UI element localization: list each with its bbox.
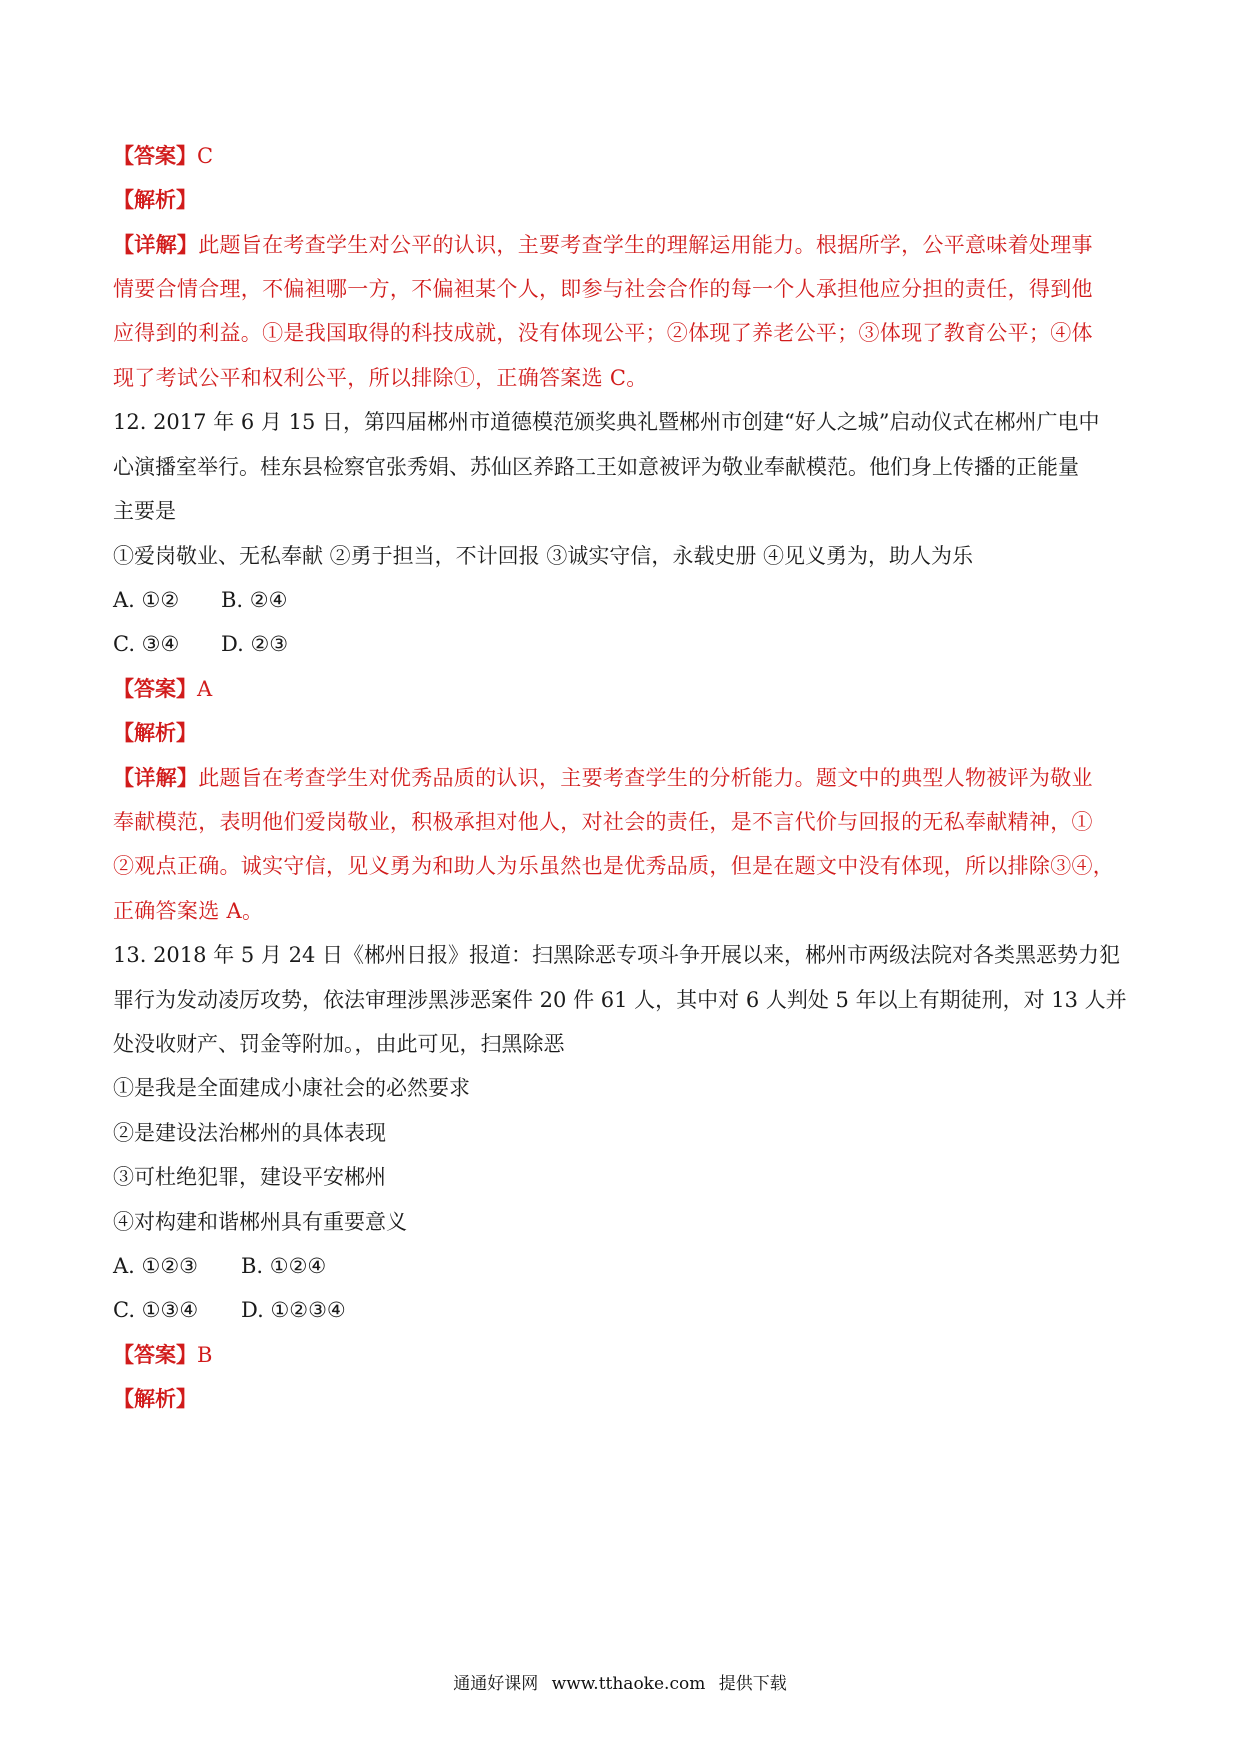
- q13-stem-line-3: 处没收财产、罚金等附加。，由此可见，扫黑除恶: [113, 1032, 565, 1056]
- q12-stem-line-3: 主要是: [113, 499, 176, 523]
- q12-options-row-1: [113, 586, 1133, 614]
- page-footer: [0, 1672, 1240, 1696]
- detail-label: 【详解】: [113, 765, 199, 790]
- q12-options-row-2: [113, 630, 1133, 658]
- q13-statement-1: ①是我是全面建成小康社会的必然要求: [113, 1076, 470, 1100]
- q12-answer: [113, 675, 1133, 703]
- option-b: B. ②④: [221, 588, 288, 612]
- detail-label: 【详解】: [113, 232, 199, 257]
- q13-stem-line-1: 13. 2018 年 5 月 24 日《郴州日报》报道：扫黑除恶专项斗争开展以来，郴州市两级法院对各类黑恶势力犯: [113, 943, 1120, 967]
- q12-analysis-label: 【解析】: [113, 720, 197, 745]
- q12-detail-line-3: ②观点正确。诚实守信，见义勇为和助人为乐虽然也是优秀品质，但是在题文中没有体现，所以排除③④，: [113, 854, 1115, 878]
- answer-value: A: [197, 677, 213, 701]
- q12-stem-line-2: 心演播室举行。桂东县检察官张秀娟、苏仙区养路工王如意被评为敬业奉献模范。他们身上传播的正能量: [113, 455, 1079, 479]
- q13-stem-line-2: 罪行为发动凌厉攻势，依法审理涉黑涉恶案件 20 件 61 人，其中对 6 人判处 5 年以上有期徒刑，对 13 人并: [113, 988, 1127, 1012]
- q13-analysis-label: 【解析】: [113, 1386, 197, 1411]
- option-a: A. ①②③: [113, 1254, 198, 1278]
- detail-text: 此题旨在考查学生对公平的认识，主要考查学生的理解运用能力。根据所学，公平意味着处理事: [198, 233, 1093, 257]
- answer-label: 【答案】: [113, 143, 197, 168]
- answer-label: 【答案】: [113, 1342, 197, 1367]
- answer-value: B: [197, 1343, 213, 1367]
- option-d: D. ②③: [221, 632, 289, 656]
- q11-detail-line-2: 情要合情合理，不偏袒哪一方，不偏袒某个人，即参与社会合作的每一个人承担他应分担的责任，得到他: [113, 277, 1093, 301]
- footer-url[interactable]: www.tthaoke.com: [551, 1674, 706, 1694]
- option-b: B. ①②④: [241, 1254, 327, 1278]
- q11-detail-line-1: [113, 231, 1133, 259]
- footer-suffix: 提供下载: [718, 1674, 787, 1694]
- q13-answer: [113, 1341, 1133, 1369]
- q13-statement-3: ③可杜绝犯罪，建设平安郴州: [113, 1165, 386, 1189]
- q13-statement-4: ④对构建和谐郴州具有重要意义: [113, 1210, 407, 1234]
- q12-stem-line-1: 12. 2017 年 6 月 15 日，第四届郴州市道德模范颁奖典礼暨郴州市创建“好人之城”启动仪式在郴州广电中: [113, 410, 1100, 434]
- q11-answer: [113, 142, 1133, 170]
- option-a: A. ①②: [113, 588, 180, 612]
- detail-text: 此题旨在考查学生对优秀品质的认识，主要考查学生的分析能力。题文中的典型人物被评为敬业: [198, 766, 1093, 790]
- q12-detail-line-1: [113, 764, 1133, 792]
- q11-detail-line-4: 现了考试公平和权利公平，所以排除①，正确答案选 C。: [113, 366, 648, 390]
- answer-label: 【答案】: [113, 676, 197, 701]
- answer-value: C: [197, 144, 214, 168]
- footer-site-name: 通通好课网: [453, 1674, 539, 1694]
- q13-options-row-1: [113, 1252, 1133, 1280]
- q12-detail-line-4: 正确答案选 A。: [113, 899, 264, 923]
- q13-statement-2: ②是建设法治郴州的具体表现: [113, 1121, 386, 1145]
- option-d: D. ①②③④: [241, 1298, 346, 1322]
- q12-statements: ①爱岗敬业、无私奉献 ②勇于担当，不计回报 ③诚实守信，永载史册 ④见义勇为，助人为乐: [113, 544, 974, 568]
- q12-detail-line-2: 奉献模范，表明他们爱岗敬业，积极承担对他人，对社会的责任，是不言代价与回报的无私奉献精神，①: [113, 810, 1093, 834]
- q11-detail-line-3: 应得到的利益。①是我国取得的科技成就，没有体现公平；②体现了养老公平；③体现了教育公平；④体: [113, 321, 1093, 345]
- option-c: C. ③④: [113, 632, 180, 656]
- q13-options-row-2: [113, 1296, 1133, 1324]
- q11-analysis-label: 【解析】: [113, 187, 197, 212]
- option-c: C. ①③④: [113, 1298, 199, 1322]
